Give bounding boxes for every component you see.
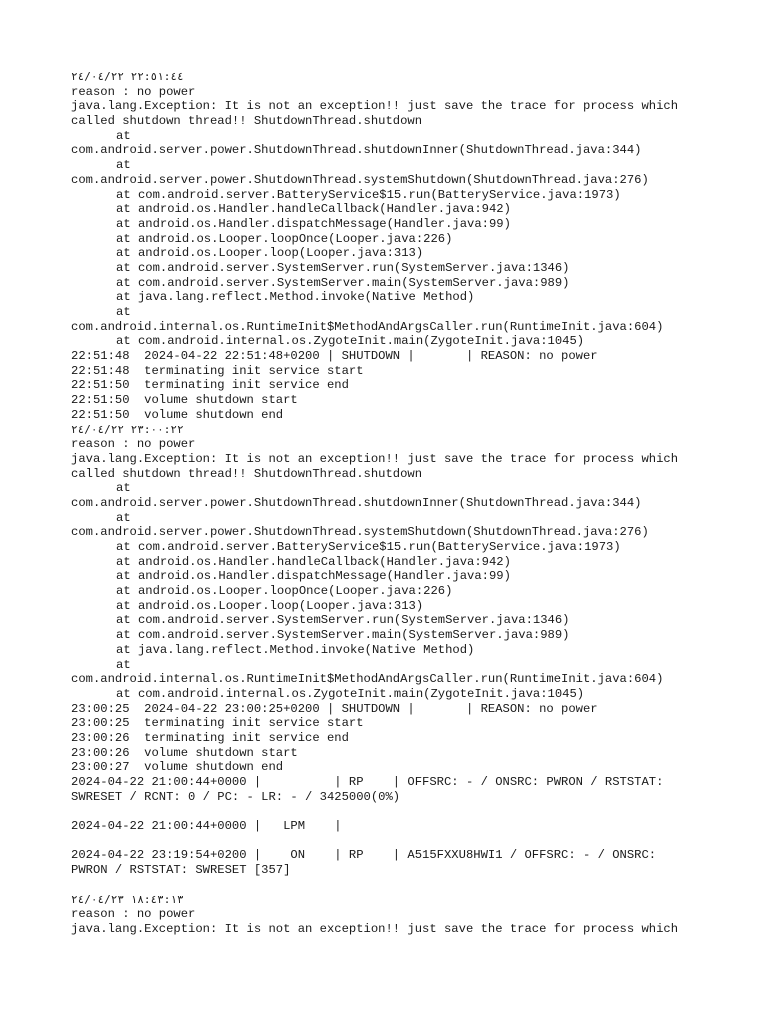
stack-trace-line: at android.os.Looper.loopOnce(Looper.java:226): [116, 584, 453, 599]
log-line: java.lang.Exception: It is not an exception!! just save the trace for process which: [71, 921, 679, 936]
log-line: called shutdown thread!! ShutdownThread.shutdown: [71, 466, 423, 481]
stack-trace-line: at com.android.server.SystemServer.main(SystemServer.java:989): [116, 275, 570, 290]
stack-trace-line: at java.lang.reflect.Method.invoke(Native Method): [116, 642, 475, 657]
stack-trace-line: at android.os.Handler.dispatchMessage(Handler.java:99): [116, 569, 511, 584]
log-line: 23:00:27 volume shutdown end: [71, 760, 284, 775]
stack-trace-line: at android.os.Looper.loop(Looper.java:313): [116, 598, 424, 613]
log-line: com.android.internal.os.RuntimeInit$MethodAndArgsCaller.run(RuntimeInit.java:604): [71, 319, 664, 334]
log-line: 22:51:50 terminating init service end: [71, 378, 349, 393]
log-date-header: ٢٢:٥١:٤٤ ٢٤/٠٤/٢٢: [71, 70, 184, 83]
stack-trace-line: at android.os.Handler.dispatchMessage(Handler.java:99): [116, 216, 511, 231]
stack-trace-line: at com.android.server.SystemServer.run(SystemServer.java:1346): [116, 613, 570, 628]
log-line: com.android.server.power.ShutdownThread.systemShutdown(ShutdownThread.java:276): [71, 525, 649, 540]
log-line: 2024-04-22 21:00:44+0000 | LPM |: [71, 819, 342, 834]
stack-trace-line: at com.android.server.SystemServer.main(SystemServer.java:989): [116, 628, 570, 643]
log-line: 22:51:48 2024-04-22 22:51:48+0200 | SHUTDOWN | | REASON: no power: [71, 349, 598, 364]
stack-trace-line: at: [116, 657, 131, 672]
stack-trace-line: at com.android.server.BatteryService$15.run(BatteryService.java:1973): [116, 540, 621, 554]
log-line: PWRON / RSTSTAT: SWRESET [357]: [71, 863, 291, 878]
stack-trace-line: at com.android.internal.os.ZygoteInit.main(ZygoteInit.java:1045): [116, 686, 585, 701]
log-line: 23:00:25 terminating init service start: [71, 716, 364, 731]
blank-line: [71, 878, 761, 893]
log-line: com.android.server.power.ShutdownThread.shutdownInner(ShutdownThread.java:344): [71, 495, 642, 510]
stack-trace-line: at android.os.Handler.handleCallback(Handler.java:942): [116, 202, 511, 217]
log-line: 23:00:26 volume shutdown start: [71, 745, 298, 760]
stack-trace-line: at android.os.Looper.loopOnce(Looper.java:226): [116, 231, 453, 246]
log-line: 23:00:25 2024-04-22 23:00:25+0200 | SHUTDOWN | | REASON: no power: [71, 701, 598, 716]
log-line: 22:51:50 volume shutdown start: [71, 393, 298, 408]
log-line: 22:51:50 volume shutdown end: [71, 407, 284, 422]
log-line: SWRESET / RCNT: 0 / PC: - LR: - / 3425000(0%): [71, 789, 401, 804]
log-line: 22:51:48 terminating init service start: [71, 363, 364, 378]
log-line: java.lang.Exception: It is not an exception!! just save the trace for process which: [71, 99, 679, 114]
stack-trace-line: at com.android.server.BatteryService$15.run(BatteryService.java:1973): [116, 187, 621, 202]
stack-trace-line: at java.lang.reflect.Method.invoke(Native Method): [116, 290, 475, 305]
log-line: reason : no power: [71, 437, 196, 452]
stack-trace-line: at: [116, 510, 131, 525]
log-line: reason : no power: [71, 84, 196, 99]
blank-line: [71, 834, 761, 849]
log-line: java.lang.Exception: It is not an exception!! just save the trace for process which: [71, 451, 679, 466]
stack-trace-line: at android.os.Handler.handleCallback(Handler.java:942): [116, 554, 511, 569]
log-line: reason : no power: [71, 907, 196, 922]
log-date-header: ١٨:٤٣:١٣ ٢٤/٠٤/٢٣: [71, 892, 184, 906]
blank-line: [71, 804, 761, 819]
stack-trace-line: at: [116, 128, 131, 143]
stack-trace-line: at: [116, 481, 131, 496]
stack-trace-line: at: [116, 305, 131, 319]
log-line: com.android.server.power.ShutdownThread.shutdownInner(ShutdownThread.java:344): [71, 143, 642, 158]
log-line: com.android.server.power.ShutdownThread.systemShutdown(ShutdownThread.java:276): [71, 172, 649, 187]
log-line: 2024-04-22 21:00:44+0000 | | RP | OFFSRC: - / ONSRC: PWRON / RSTSTAT:: [71, 775, 664, 789]
log-date-header: ٢٣:٠٠:٢٢ ٢٤/٠٤/٢٢: [71, 422, 184, 436]
stack-trace-line: at com.android.server.SystemServer.run(SystemServer.java:1346): [116, 260, 570, 275]
stack-trace-line: at com.android.internal.os.ZygoteInit.main(ZygoteInit.java:1045): [116, 334, 585, 349]
log-line: com.android.internal.os.RuntimeInit$MethodAndArgsCaller.run(RuntimeInit.java:604): [71, 672, 664, 687]
log-document: [71, 70, 761, 937]
log-line: 2024-04-22 23:19:54+0200 | ON | RP | A515FXXU8HWI1 / OFFSRC: - / ONSRC:: [71, 848, 657, 863]
stack-trace-line: at: [116, 158, 131, 173]
log-line: 23:00:26 terminating init service end: [71, 730, 349, 745]
stack-trace-line: at android.os.Looper.loop(Looper.java:313): [116, 246, 424, 261]
log-line: called shutdown thread!! ShutdownThread.shutdown: [71, 114, 423, 129]
